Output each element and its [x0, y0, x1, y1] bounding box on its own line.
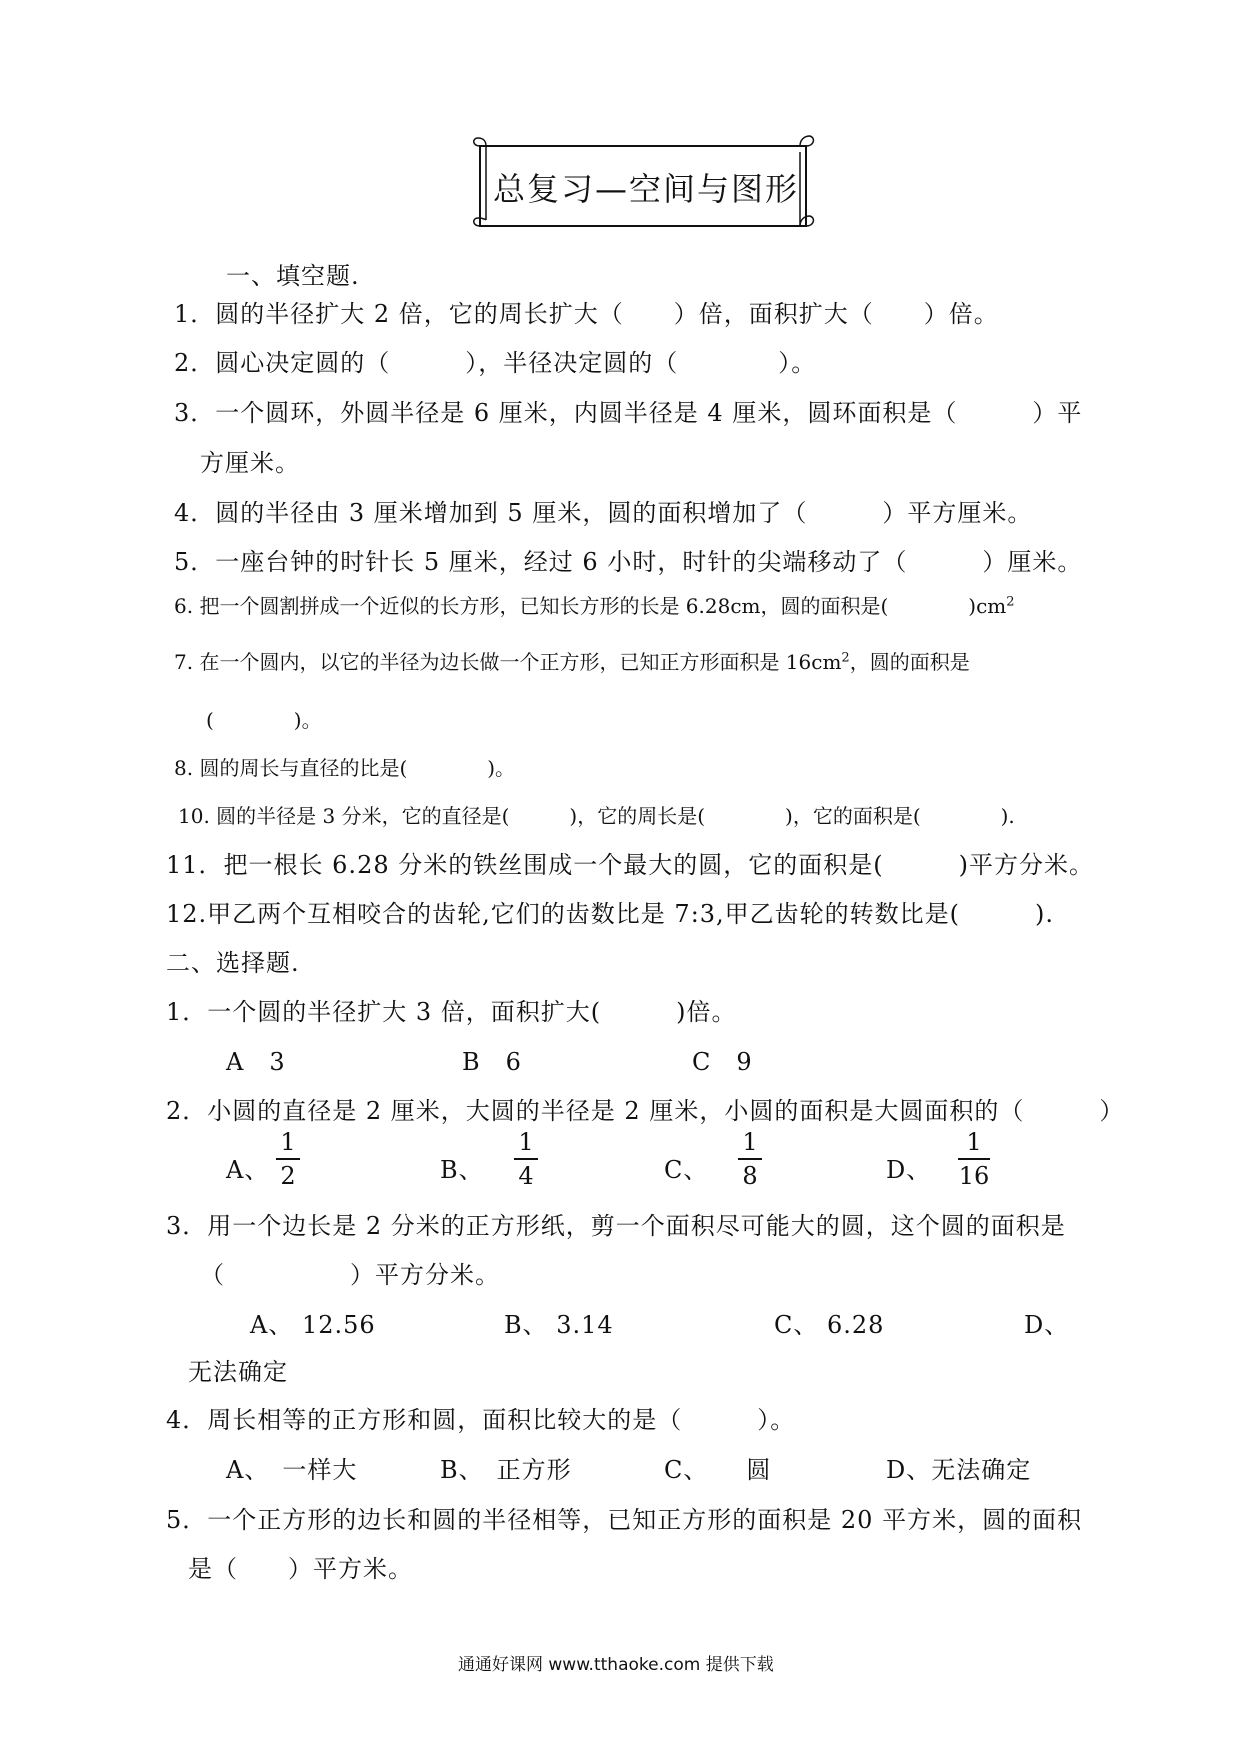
question-1-6-text: 6. 把一个圆割拼成一个近似的长方形，已知长方形的长是 6.28cm，圆的面积是( )cm	[174, 594, 1007, 618]
fraction-numerator: 1	[742, 1128, 758, 1156]
fraction-bar	[738, 1158, 762, 1160]
question-1-3: 3．一个圆环，外圆半径是 6 厘米，内圆半径是 4 厘米，圆环面积是（ ）平	[174, 399, 1083, 427]
section-heading-choice: 二、选择题.	[166, 949, 300, 977]
q2-option-c-fraction	[732, 1128, 768, 1190]
q3-option-b: B、 3.14	[504, 1311, 614, 1339]
section-heading-fill-in: 一、填空题.	[226, 262, 360, 290]
fraction-numerator: 1	[518, 1128, 534, 1156]
question-1-2: 2．圆心决定圆的（ ），半径决定圆的（ ）。	[174, 349, 817, 377]
fraction-denominator: 16	[958, 1162, 990, 1190]
fraction-denominator: 4	[518, 1162, 534, 1190]
page-title: 总复习—空间与图形	[492, 170, 799, 208]
title-scroll	[466, 134, 826, 232]
question-1-5: 5．一座台钟的时针长 5 厘米，经过 6 小时，时针的尖端移动了（ ）厘米。	[174, 548, 1083, 576]
question-1-7-text: 7. 在一个圆内，以它的半径为边长做一个正方形，已知正方形面积是 16cm	[174, 650, 842, 674]
q3-option-c: C、 6.28	[774, 1311, 885, 1339]
q2-option-d-label: D、	[886, 1156, 932, 1184]
question-1-3-cont: 方厘米。	[200, 449, 300, 477]
q2-option-a-fraction	[270, 1128, 306, 1190]
question-2-5-cont: 是（ ）平方米。	[188, 1555, 413, 1583]
footer-source: 通通好课网 www.tthaoke.com 提供下载	[458, 1655, 774, 1675]
fraction-bar	[276, 1158, 300, 1160]
fraction-bar	[514, 1158, 538, 1160]
q1-option-a: A 3	[226, 1048, 286, 1076]
q2-option-c-label: C、	[664, 1156, 709, 1184]
q3-option-a: A、 12.56	[250, 1311, 376, 1339]
q2-option-b-label: B、	[440, 1156, 484, 1184]
q1-option-b: B 6	[462, 1048, 522, 1076]
q2-option-d-fraction	[952, 1128, 996, 1190]
question-1-11: 11．把一根长 6.28 分米的铁丝围成一个最大的圆，它的面积是( )平方分米。	[166, 851, 1094, 879]
fraction-numerator: 1	[280, 1128, 296, 1156]
question-1-1: 1．圆的半径扩大 2 倍，它的周长扩大（ ）倍，面积扩大（ ）倍。	[174, 300, 999, 328]
question-2-3-cont: （ ）平方分米。	[200, 1261, 500, 1289]
question-1-10: 10. 圆的半径是 3 分米，它的直径是( )，它的周长是( )，它的面积是( ).	[178, 804, 1015, 828]
fraction-denominator: 8	[742, 1162, 758, 1190]
q4-option-c: C、 圆	[664, 1456, 772, 1484]
q1-option-c: C 9	[692, 1048, 753, 1076]
q4-option-a: A、 一样大	[226, 1456, 358, 1484]
question-1-7	[174, 646, 970, 675]
question-2-5: 5．一个正方形的边长和圆的半径相等，已知正方形的面积是 20 平方米，圆的面积	[166, 1506, 1083, 1534]
q2-option-a-label: A、	[226, 1156, 270, 1184]
fraction-numerator: 1	[966, 1128, 982, 1156]
question-1-12: 12.甲乙两个互相咬合的齿轮,它们的齿数比是 7:3,甲乙齿轮的转数比是( ).	[166, 900, 1055, 928]
question-2-2: 2．小圆的直径是 2 厘米，大圆的半径是 2 厘米，小圆的面积是大圆面积的（ ）	[166, 1097, 1125, 1125]
question-1-4: 4．圆的半径由 3 厘米增加到 5 厘米，圆的面积增加了（ ）平方厘米。	[174, 499, 1033, 527]
q3-option-d: D、	[1024, 1311, 1070, 1339]
q4-option-d: D、无法确定	[886, 1456, 1032, 1484]
question-1-7-cont: ( )。	[206, 708, 322, 732]
question-2-1: 1．一个圆的半径扩大 3 倍，面积扩大( )倍。	[166, 998, 737, 1026]
question-1-6	[174, 590, 1015, 619]
fraction-bar	[958, 1158, 990, 1160]
q4-option-b: B、 正方形	[440, 1456, 572, 1484]
question-1-7-tail: ，圆的面积是	[849, 650, 970, 674]
q2-option-b-fraction	[508, 1128, 544, 1190]
question-1-6-sup: 2	[1006, 594, 1015, 610]
question-2-3: 3．用一个边长是 2 分米的正方形纸，剪一个面积尽可能大的圆，这个圆的面积是	[166, 1212, 1066, 1240]
question-1-7-sup: 2	[841, 650, 850, 666]
fraction-denominator: 2	[280, 1162, 296, 1190]
question-2-4: 4．周长相等的正方形和圆，面积比较大的是（ ）。	[166, 1406, 796, 1434]
question-1-8: 8. 圆的周长与直径的比是( )。	[174, 756, 516, 780]
q3-option-d-text: 无法确定	[188, 1358, 288, 1386]
